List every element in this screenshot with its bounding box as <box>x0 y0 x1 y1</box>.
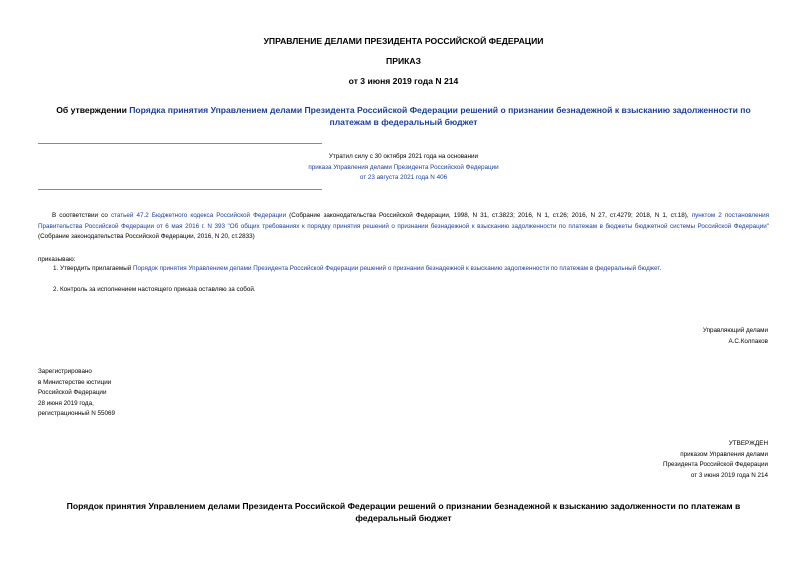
registration-line-5: регистрационный N 55069 <box>38 410 116 417</box>
organization-heading: УПРАВЛЕНИЕ ДЕЛАМИ ПРЕЗИДЕНТА РОССИЙСКОЙ ФЕДЕРАЦИИ <box>263 36 544 46</box>
doc-type-heading: ПРИКАЗ <box>386 56 421 66</box>
status-note <box>250 152 557 184</box>
preamble-text-b: (Собрание законодательства Российской Федерации, 1998, N 31, ст.3823; 2016, N 1, ст.26; 2016, N 27, ст.4279; 2018, N 1, ст.18), <box>286 212 692 219</box>
item1-text-a: 1. Утвердить прилагаемый <box>53 265 134 272</box>
status-top-rule <box>38 143 322 144</box>
signature-name: А.С.Колпаков <box>728 337 768 345</box>
approval-line-3: Президента Российской Федерации <box>663 461 768 468</box>
registration-block <box>38 367 115 420</box>
document-title <box>40 105 767 128</box>
approval-block <box>663 439 768 481</box>
registration-line-3: Российской Федерации <box>38 389 107 396</box>
status-bottom-rule <box>38 189 322 190</box>
order-item-1 <box>53 264 769 275</box>
budget-code-link[interactable]: статьей 47.2 Бюджетного кодекса Российской Федерации <box>110 212 287 219</box>
registration-line-1: Зарегистрировано <box>38 368 92 375</box>
preamble-paragraph <box>38 211 769 243</box>
preamble-text-c: (Собрание законодательства Российской Федерации, 2016, N 20, ст.2833) <box>38 233 255 240</box>
approval-line-2: приказом Управления делами <box>680 450 768 458</box>
item1-text-b: . <box>659 265 662 272</box>
title-prefix: Об утверждении <box>56 105 130 115</box>
date-number-heading: от 3 июня 2019 года N 214 <box>348 76 459 86</box>
procedure-link[interactable]: Порядок принятия Управлением делами Президента Российской Федерации решений о признании безнадежной к взысканию задолженности по платежам в федеральный бюджет <box>133 265 660 272</box>
signature-block <box>703 326 768 347</box>
order-word: приказываю: <box>38 256 76 263</box>
government-resolution-link[interactable]: пунктом 2 постановления Правительства Российской Федерации от 6 мая 2016 г. N 393 "Об общих требованиях к порядку принятия решений о признании безнадежной к взысканию задолженности по платежам в бюджеты бюджетной системы Российской Федерации" <box>38 212 769 230</box>
order-item-2: 2. Контроль за исполнением настоящего приказа оставляю за собой. <box>53 286 256 293</box>
registration-line-2: в Министерстве юстиции <box>38 378 112 386</box>
preamble-text-a: В соответствии со <box>52 212 111 219</box>
registration-line-4: 28 июня 2019 года, <box>38 399 94 407</box>
status-line: Утратил силу с 30 октября 2021 года на основании <box>328 153 479 160</box>
annex-title: Порядок принятия Управлением делами Президента Российской Федерации решений о признании безнадежной к взысканию задолженности по платежам в федеральный бюджет <box>66 501 741 523</box>
signature-position: Управляющий делами <box>702 327 768 334</box>
approval-line-1: УТВЕРЖДЕН <box>728 440 768 447</box>
title-order-link[interactable]: Порядка принятия Управлением делами Президента Российской Федерации решений о признании безнадежной к взысканию задолженности по платежам в федеральный бюджет <box>129 105 751 127</box>
status-order-link[interactable]: приказа Управления делами Президента Российской Федерации <box>308 163 499 171</box>
approval-line-4: от 3 июня 2019 года N 214 <box>690 471 768 479</box>
status-date-link[interactable]: от 23 августа 2021 года N 406 <box>359 174 448 181</box>
